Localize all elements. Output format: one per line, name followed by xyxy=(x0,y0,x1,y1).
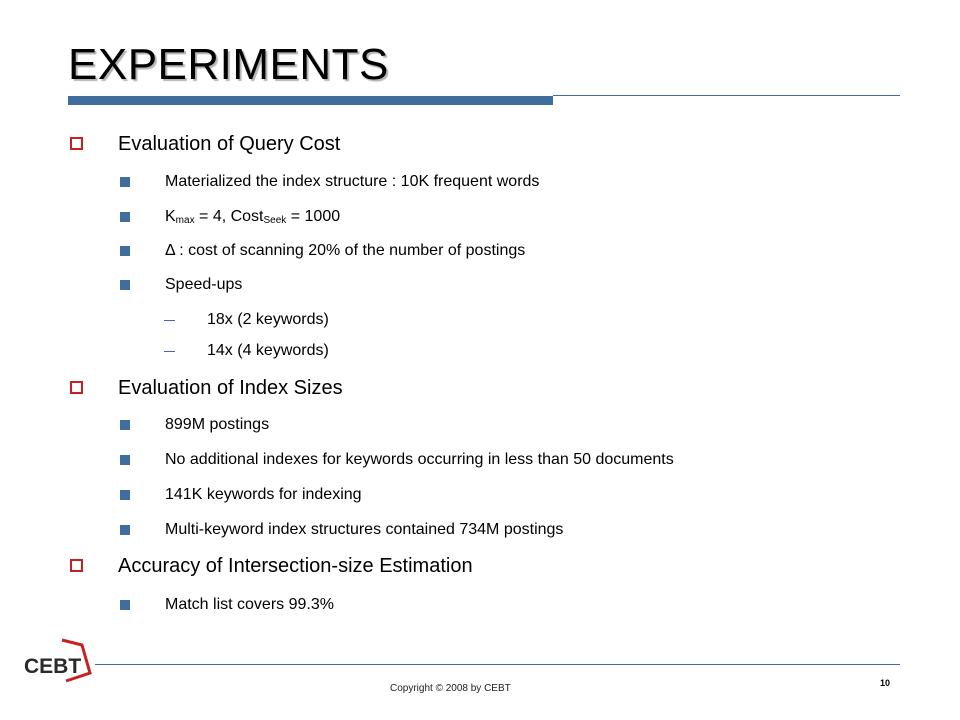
dash-bullet-icon xyxy=(164,351,175,352)
cebt-logo-icon xyxy=(22,637,96,683)
formula-cost-value: = 1000 xyxy=(286,208,341,225)
title-underline-thick xyxy=(68,96,553,105)
square-bullet-icon xyxy=(120,455,130,465)
square-bullet-icon xyxy=(120,490,130,500)
square-bullet-icon xyxy=(120,280,130,290)
square-bullet-icon xyxy=(120,420,130,430)
formula-k: K xyxy=(165,208,176,225)
square-bullet-icon xyxy=(120,212,130,222)
title-underline-thin xyxy=(553,95,900,96)
square-bullet-icon xyxy=(120,246,130,256)
formula-cost-subscript: Seek xyxy=(263,215,287,226)
square-bullet-icon xyxy=(120,525,130,535)
square-bullet-icon xyxy=(120,600,130,610)
formula-cost: = 4, Cost xyxy=(194,208,264,225)
formula-k-subscript: max xyxy=(175,215,195,226)
hollow-square-bullet-icon xyxy=(70,381,83,394)
svg-text:CEBT: CEBT xyxy=(24,655,82,678)
copyright-text: Copyright © 2008 by CEBT xyxy=(390,683,511,694)
footer-divider xyxy=(95,664,900,665)
slide-title: EXPERIMENTS xyxy=(68,40,389,89)
hollow-square-bullet-icon xyxy=(70,137,83,150)
page-number: 10 xyxy=(880,678,891,688)
hollow-square-bullet-icon xyxy=(70,559,83,572)
square-bullet-icon xyxy=(120,177,130,187)
dash-bullet-icon xyxy=(164,320,175,321)
